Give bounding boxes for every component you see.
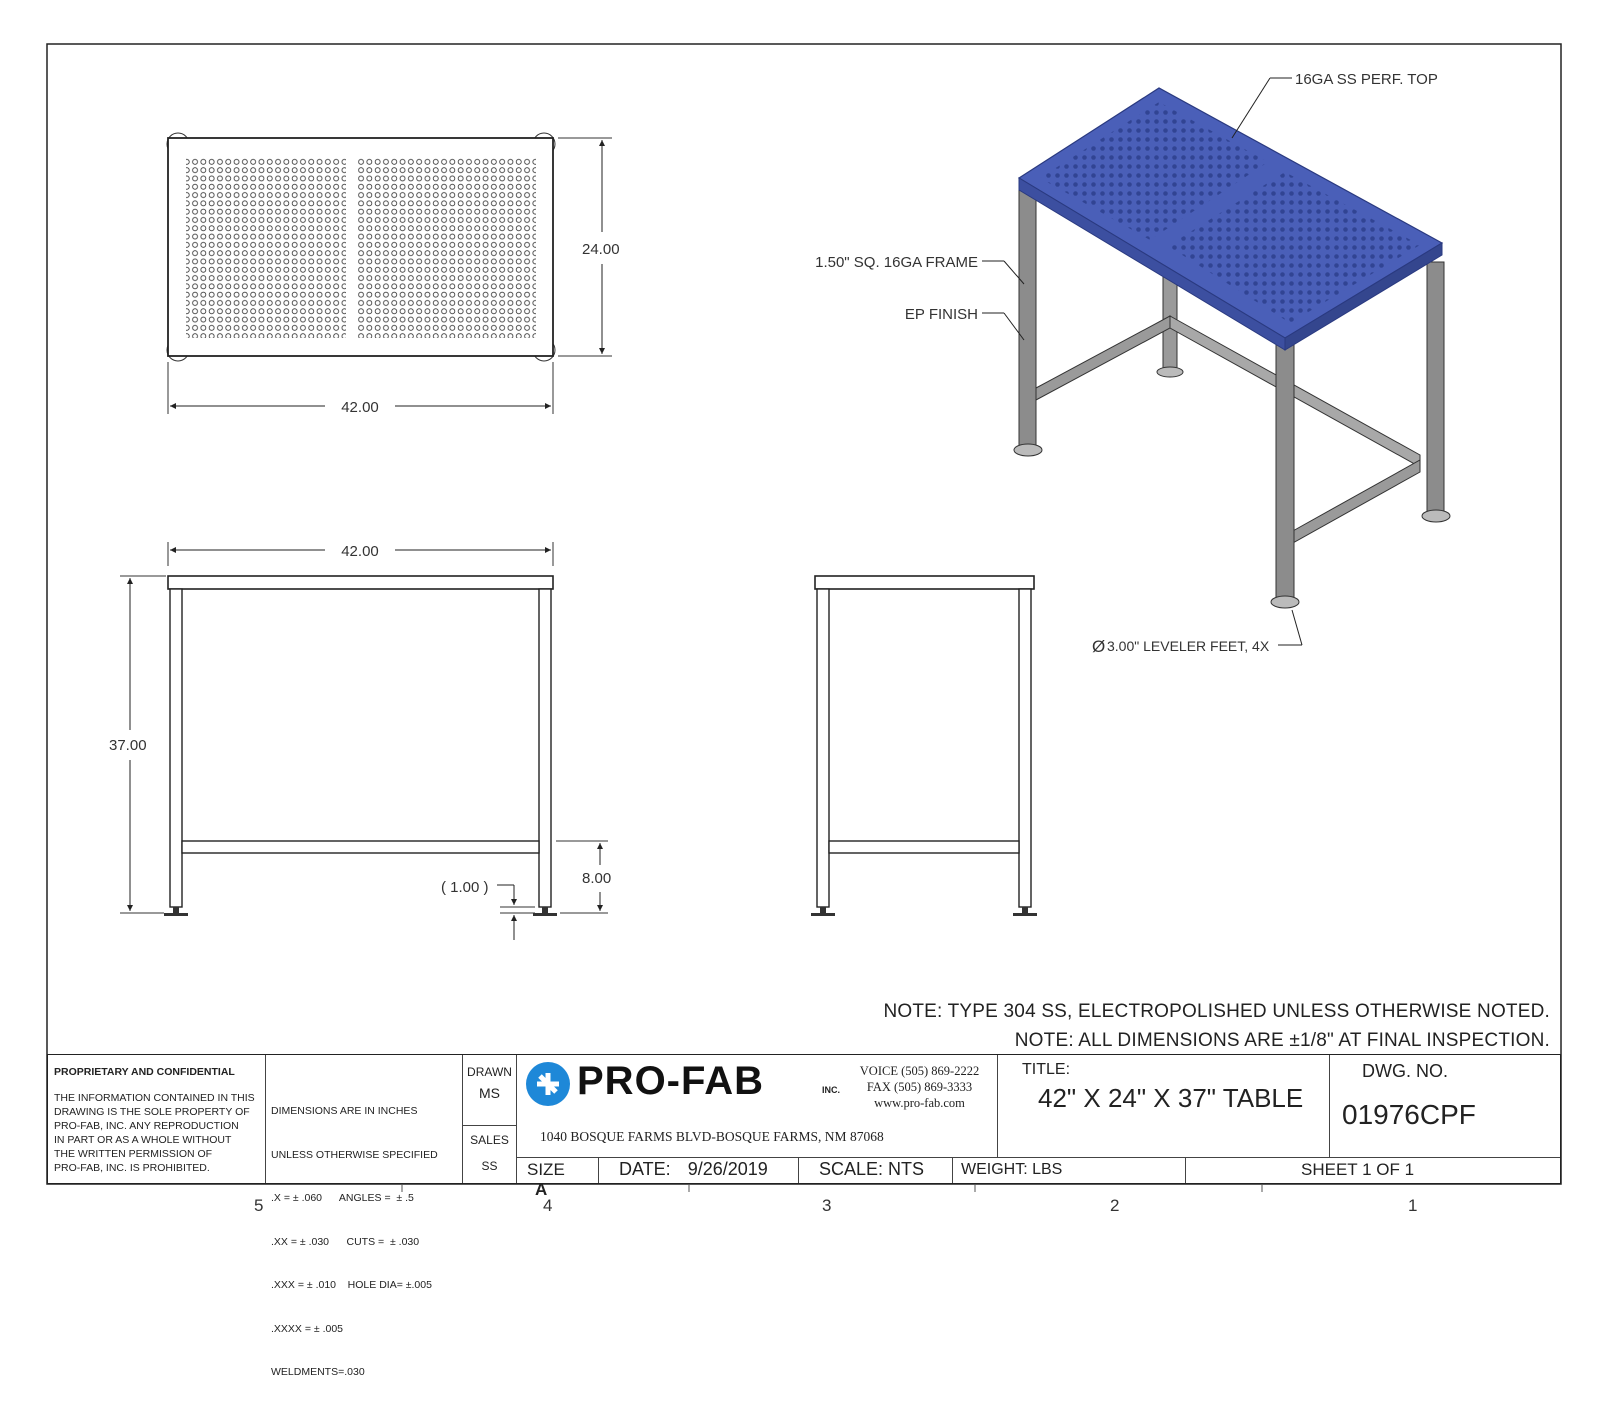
title-cell [998, 1055, 1330, 1157]
company-cell [517, 1055, 998, 1157]
sales-value: SS [481, 1159, 498, 1173]
company-voice: VOICE (505) 869-2222 [859, 1064, 980, 1078]
size-cell [517, 1157, 599, 1199]
front-leg-right [539, 589, 551, 907]
size-label: SIZE [527, 1160, 565, 1179]
proprietary-line: IN PART OR AS A WHOLE WITHOUT [54, 1134, 232, 1146]
note-2: NOTE: ALL DIMENSIONS ARE ±1/8" AT FINAL INSPECTION. [1014, 1030, 1550, 1051]
iso-leg-front-right [1276, 341, 1294, 599]
side-view [811, 576, 1037, 916]
zone-marker: 4 [543, 1196, 553, 1215]
drawing-title: 42" X 24" X 37" TABLE [1038, 1083, 1304, 1113]
company-address: 1040 BOSQUE FARMS BLVD-BOSQUE FARMS, NM 87068 [540, 1129, 884, 1144]
general-notes [883, 997, 1550, 1055]
tolerance-line: .XX = ± .030 CUTS = ± .030 [271, 1235, 420, 1248]
approvals-cell [463, 1055, 517, 1183]
tolerance-cell [266, 1055, 463, 1378]
front-view [109, 542, 611, 940]
iso-leg-front-left [1019, 190, 1036, 448]
proprietary-line: THE INFORMATION CONTAINED IN THIS [54, 1092, 255, 1104]
callout-feet: 3.00" LEVELER FEET, 4X [1107, 638, 1270, 654]
drawn-label: DRAWN [467, 1065, 512, 1079]
perf-panel-left [186, 158, 346, 338]
company-contact [847, 1063, 992, 1111]
callout-frame: 1.50" SQ. 16GA FRAME [815, 254, 978, 271]
company-name: PRO-FAB [577, 1059, 764, 1103]
dwg-label: DWG. NO. [1362, 1061, 1448, 1081]
side-leg-right [1019, 589, 1031, 907]
tolerance-line: .XXXX = ± .005 [271, 1322, 344, 1335]
proprietary-line: DRAWING IS THE SOLE PROPERTY OF [54, 1106, 250, 1118]
front-leg-left [170, 589, 182, 907]
company-suffix: INC. [822, 1085, 840, 1095]
callout-perf-top: 16GA SS PERF. TOP [1295, 71, 1438, 88]
zone-marker: 1 [1408, 1196, 1418, 1215]
title-label: TITLE: [1022, 1061, 1071, 1078]
iso-view [1014, 88, 1450, 608]
zone-marker: 5 [254, 1196, 264, 1215]
front-top-slab [168, 576, 553, 589]
side-top-slab [815, 576, 1034, 589]
leveler-dim: ( 1.00 ) [441, 879, 489, 896]
tolerance-line: .XXX = ± .010 HOLE DIA= ±.005 [271, 1279, 432, 1291]
side-rail [829, 841, 1019, 853]
tolerance-line: .X = ± .060 ANGLES = ± .5 [271, 1192, 414, 1204]
proprietary-cell [48, 1055, 266, 1183]
zone-marker: 2 [1110, 1196, 1120, 1215]
side-leg-left [817, 589, 829, 907]
scale-cell: SCALE: NTS [799, 1157, 953, 1183]
iso-leg-back-right [1427, 262, 1444, 514]
front-height-dim: 37.00 [109, 737, 147, 754]
weight-cell: WEIGHT: LBS [953, 1157, 1186, 1183]
company-logo-icon [525, 1061, 571, 1107]
rail-height-dim: 8.00 [582, 870, 612, 887]
front-rail [182, 841, 539, 853]
date-value: 9/26/2019 [687, 1159, 768, 1179]
top-view [167, 133, 620, 416]
drawn-value: MS [479, 1085, 500, 1101]
perf-panel-right [358, 158, 536, 338]
note-1: NOTE: TYPE 304 SS, ELECTROPOLISHED UNLESS OTHERWISE NOTED. [883, 1001, 1550, 1022]
sheet-cell: SHEET 1 OF 1 [1301, 1160, 1415, 1179]
sales-label: SALES [470, 1133, 509, 1147]
proprietary-line: PRO-FAB, INC. IS PROHIBITED. [54, 1162, 210, 1174]
proprietary-line: THE WRITTEN PERMISSION OF [54, 1148, 213, 1160]
proprietary-heading: PROPRIETARY AND CONFIDENTIAL [54, 1066, 235, 1078]
company-fax: FAX (505) 869-3333 [866, 1080, 973, 1094]
top-depth-dim: 24.00 [582, 241, 620, 258]
top-width-dim: 42.00 [341, 399, 379, 416]
company-web: www.pro-fab.com [874, 1096, 965, 1110]
tolerance-line: DIMENSIONS ARE IN INCHES [271, 1105, 418, 1117]
zone-marker: 3 [822, 1196, 832, 1215]
callout-finish: EP FINISH [904, 306, 978, 323]
date-label: DATE: [619, 1159, 671, 1179]
title-block [47, 1054, 1561, 1378]
date-cell [599, 1157, 799, 1183]
proprietary-line: PRO-FAB, INC. ANY REPRODUCTION [54, 1120, 239, 1132]
dwg-number: 01976CPF [1342, 1099, 1476, 1130]
size-value: A [535, 1180, 548, 1199]
tolerance-line: UNLESS OTHERWISE SPECIFIED [271, 1148, 438, 1161]
dwg-no-cell [1330, 1055, 1560, 1157]
callout-feet-symbol: Ø [1092, 637, 1106, 656]
front-width-dim: 42.00 [341, 543, 379, 560]
tolerance-line: WELDMENTS=.030 [271, 1366, 365, 1378]
